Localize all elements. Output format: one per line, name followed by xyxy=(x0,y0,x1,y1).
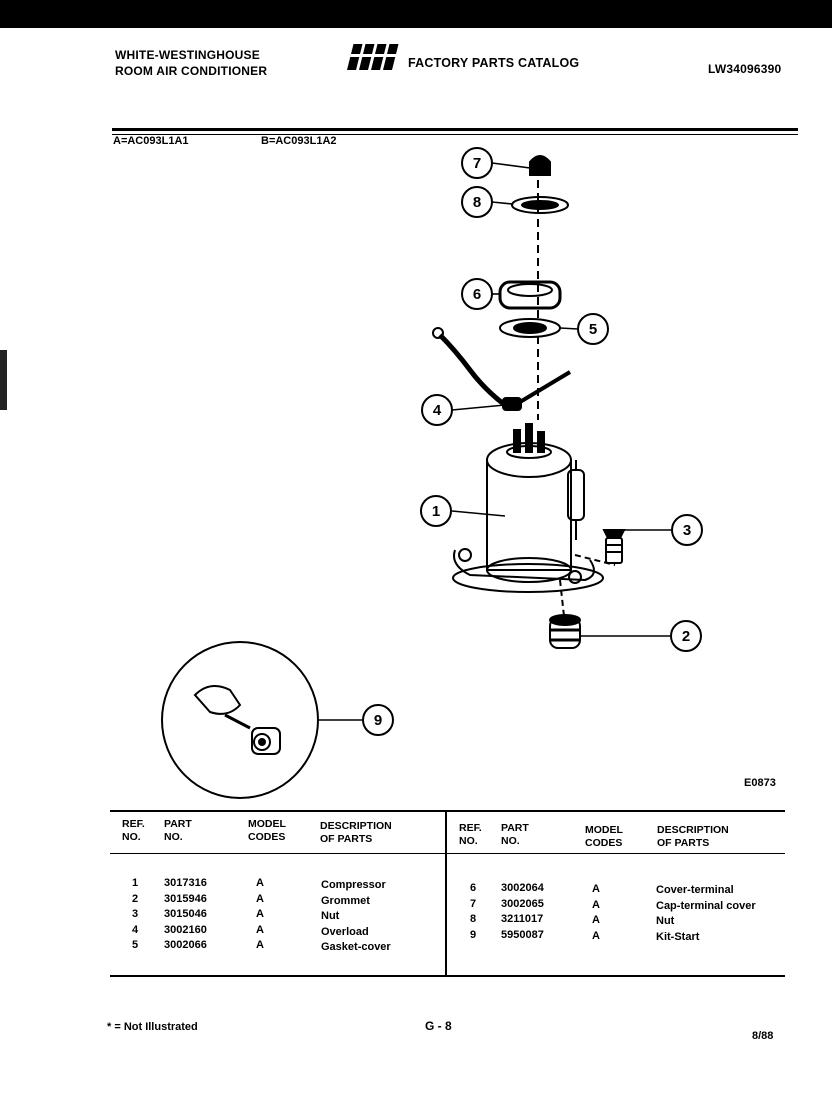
table-cell: 3017316 xyxy=(164,877,207,889)
left-part-column xyxy=(164,876,207,954)
leader-7 xyxy=(492,163,530,168)
table-cell: 3015046 xyxy=(164,908,207,920)
table-bottom-rule xyxy=(110,975,785,977)
table-top-rule xyxy=(110,810,785,812)
brand-line-2: ROOM AIR CONDITIONER xyxy=(115,64,268,78)
table-cell: A xyxy=(592,883,600,895)
callout-2: 2 xyxy=(681,628,691,645)
leader-5 xyxy=(560,328,578,329)
catalog-title: FACTORY PARTS CATALOG xyxy=(408,56,580,70)
table-cell: Cap-terminal cover xyxy=(656,899,756,912)
table-cell: A xyxy=(256,939,264,951)
right-ref-column xyxy=(470,881,476,943)
not-illustrated-note: * = Not Illustrated xyxy=(107,1021,198,1033)
right-header-model: MODEL CODES xyxy=(585,824,623,849)
table-cell: 9 xyxy=(470,928,477,941)
table-cell: Grommet xyxy=(321,894,370,907)
table-cell: A xyxy=(592,914,600,926)
table-cell: Nut xyxy=(656,915,675,927)
nut-part xyxy=(512,197,568,213)
right-desc-column xyxy=(656,883,756,945)
callout-6: 6 xyxy=(472,286,482,303)
table-cell: Compressor xyxy=(321,879,386,891)
table-cell: 6 xyxy=(470,882,477,894)
bolt-part xyxy=(604,530,624,563)
callout-9: 9 xyxy=(373,712,383,729)
terminal-cap-part xyxy=(530,156,550,175)
table-cell: 3002160 xyxy=(164,923,207,936)
terminal-cover-part xyxy=(500,282,560,308)
catalog-number: LW34096390 xyxy=(708,62,782,76)
figure-code: E0873 xyxy=(744,777,776,789)
table-cell: 3 xyxy=(132,908,139,920)
left-header-part: PART NO. xyxy=(164,818,192,843)
page-number: G - 8 xyxy=(425,1019,452,1033)
table-cell: A xyxy=(256,892,264,905)
table-cell: Nut xyxy=(321,910,340,922)
leader-4 xyxy=(452,405,505,410)
table-cell: Overload xyxy=(321,925,369,938)
table-cell: 5950087 xyxy=(501,928,544,941)
right-part-column xyxy=(501,881,544,943)
gasket-cover-part xyxy=(500,319,560,337)
table-cell: A xyxy=(256,908,264,920)
callout-5: 5 xyxy=(588,321,598,338)
leader-1 xyxy=(452,511,505,516)
right-header-ref: REF. NO. xyxy=(459,822,482,847)
table-cell: 3002065 xyxy=(501,897,544,910)
callout-3: 3 xyxy=(682,522,692,539)
model-b-label: B=AC093L1A2 xyxy=(261,135,337,147)
left-code-column xyxy=(256,876,264,954)
brand-line-1: WHITE-WESTINGHOUSE xyxy=(115,48,260,62)
table-cell: 3002066 xyxy=(164,939,207,951)
compressor-part xyxy=(453,424,603,592)
table-cell: 7 xyxy=(470,897,477,910)
callout-8: 8 xyxy=(472,194,482,211)
table-cell: A xyxy=(256,923,264,936)
table-cell: A xyxy=(592,898,600,911)
overload-part xyxy=(433,328,570,410)
left-desc-column xyxy=(321,878,391,956)
left-ref-column xyxy=(132,876,138,954)
grommet-part xyxy=(550,615,580,648)
table-cell: Gasket-cover xyxy=(321,941,391,953)
leader-8 xyxy=(492,202,512,204)
revision-date: 8/88 xyxy=(752,1030,774,1042)
right-header-desc: DESCRIPTION OF PARTS xyxy=(657,824,729,849)
left-header-desc: DESCRIPTION OF PARTS xyxy=(320,820,392,845)
table-cell: Kit-Start xyxy=(656,930,700,943)
right-header-part: PART NO. xyxy=(501,822,529,847)
model-a-label: A=AC093L1A1 xyxy=(113,135,189,147)
table-cell: 3002064 xyxy=(501,882,544,894)
left-header-ref: REF. NO. xyxy=(122,818,145,843)
callout-1: 1 xyxy=(431,503,441,520)
start-kit-inset xyxy=(162,642,318,798)
right-code-column xyxy=(592,882,600,944)
table-cell: A xyxy=(256,877,264,889)
table-cell: Cover-terminal xyxy=(656,884,734,896)
left-header-model: MODEL CODES xyxy=(248,818,286,843)
table-cell: 3211017 xyxy=(501,913,544,925)
table-header-rule xyxy=(110,853,785,854)
table-cell: 8 xyxy=(470,913,477,925)
table-cell: 5 xyxy=(132,939,139,951)
table-divider xyxy=(445,812,447,976)
table-cell: A xyxy=(592,929,600,942)
table-cell: 4 xyxy=(132,923,139,936)
callout-7: 7 xyxy=(472,155,482,172)
table-cell: 3015946 xyxy=(164,892,207,905)
table-cell: 2 xyxy=(132,892,139,905)
callout-4: 4 xyxy=(432,402,442,419)
table-cell: 1 xyxy=(132,877,139,889)
